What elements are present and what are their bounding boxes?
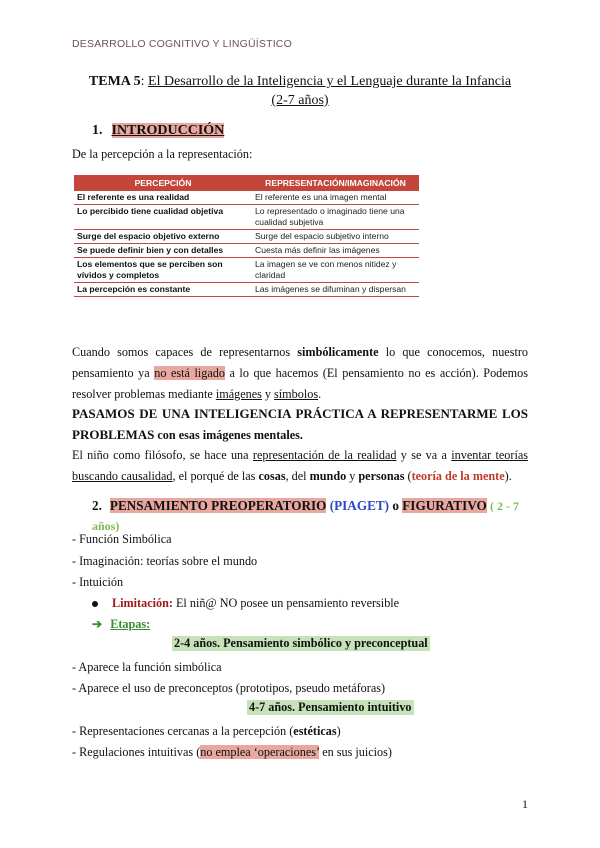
table-row xyxy=(74,205,419,230)
limitation-label: Limitación: xyxy=(112,596,173,610)
title-range: (2-7 años) xyxy=(271,93,329,108)
page-number: 1 xyxy=(522,797,528,811)
paragraph-practical-intelligence xyxy=(72,404,528,445)
title-text: El Desarrollo de la Inteligencia y el Lenguaje durante la Infancia xyxy=(148,74,512,89)
text-run-bold: con esas imágenes mentales. xyxy=(154,427,303,442)
table-cell: Surge del espacio subjetivo interno xyxy=(252,230,419,244)
section1-intro: De la percepción a la representación: xyxy=(72,147,253,161)
table-row xyxy=(74,244,419,258)
list-item xyxy=(72,721,528,742)
arrow-right-icon: ➔ xyxy=(92,617,103,631)
table-cell: La percepción es constante xyxy=(74,283,252,297)
section1-title: INTRODUCCIÓN xyxy=(111,123,225,138)
list-item: - Aparece la función simbólica xyxy=(72,660,222,674)
table-cell: La imagen se ve con menos nitidez y claridad xyxy=(252,258,419,283)
section1-heading xyxy=(92,123,224,139)
list-item xyxy=(72,742,528,763)
text-run: lo que conocemos, nuestro pensamiento ya xyxy=(72,345,528,380)
table-cell: El referente es una imagen mental xyxy=(252,191,419,205)
text-run: , del xyxy=(285,468,310,483)
text-run-bold: mundo xyxy=(309,468,347,483)
highlight-operations: no emplea ‘operaciones’ xyxy=(200,745,320,759)
text-run: ( xyxy=(404,468,412,483)
text-run: , el porqué de las xyxy=(172,468,259,483)
text-run: y xyxy=(261,386,275,401)
text-run-theory-of-mind: teoría de la mente xyxy=(411,468,505,483)
text-run: El niño como filósofo, se hace una xyxy=(72,448,253,462)
text-run-bold: PASAMOS DE UNA INTELIGENCIA PRÁCTICA A REPRESENTARME LOS PROBLEMAS xyxy=(72,406,528,442)
table-header-perception: PERCEPCIÓN xyxy=(74,175,252,191)
section2-number: 2. xyxy=(92,498,102,513)
text-run-bold: cosas xyxy=(258,468,286,483)
stage1-heading: 2-4 años. Pensamiento simbólico y preconceptual xyxy=(174,636,428,650)
document-title xyxy=(74,72,526,110)
table-cell: Lo representado o imaginado tiene una cualidad subjetiva xyxy=(252,205,419,230)
table-row xyxy=(74,258,419,283)
table-header-representation: REPRESENTACIÓN/IMAGINACIÓN xyxy=(252,175,419,191)
stages-label: Etapas: xyxy=(110,617,151,631)
text-run: - Regulaciones intuitivas ( xyxy=(72,745,201,759)
text-run-bold: personas xyxy=(358,468,405,483)
paragraph-symbolic xyxy=(72,342,528,404)
highlight-not-linked: no está ligado xyxy=(154,365,225,380)
text-run-bold: estéticas xyxy=(293,724,337,738)
stages-line xyxy=(92,614,548,635)
text-run: ). xyxy=(504,468,512,483)
text-run-underlined: símbolos xyxy=(274,386,319,401)
text-run: ) xyxy=(336,724,341,738)
text-run: - Representaciones cercanas a la percepción ( xyxy=(72,724,294,738)
text-run: y xyxy=(346,468,359,483)
table-row xyxy=(74,283,419,297)
title-label: TEMA 5 xyxy=(88,74,141,89)
section2-title: PENSAMIENTO PREOPERATORIO xyxy=(109,498,327,513)
list-item: - Intuición xyxy=(72,575,124,589)
limitation-text: El niñ@ NO posee un pensamiento reversible xyxy=(172,596,400,610)
text-run-underlined: inventar teorías buscando causalidad xyxy=(72,448,528,483)
text-run-underlined: imágenes xyxy=(215,386,262,401)
text-run-bold: simbólicamente xyxy=(297,345,379,359)
text-run: o xyxy=(389,498,403,513)
list-item: - Imaginación: teorías sobre el mundo xyxy=(72,554,258,568)
table-cell: El referente es una realidad xyxy=(74,191,252,205)
section2-piaget: (PIAGET) xyxy=(329,498,390,513)
list-item: - Función Simbólica xyxy=(72,532,172,546)
text-run: y se va a xyxy=(396,448,452,462)
title-separator: : xyxy=(140,74,149,89)
table-cell: Las imágenes se difuminan y dispersan xyxy=(252,283,419,297)
table-row xyxy=(74,230,419,244)
running-header: DESARROLLO COGNITIVO Y LINGÜÍSTICO xyxy=(72,38,292,50)
text-run: en sus juicios) xyxy=(319,745,392,759)
section2-age-range: ( 2 - 7 años) xyxy=(92,499,520,533)
text-run: . xyxy=(318,386,322,401)
text-run: a lo que hacemos (El pensamiento no es acción). Podemos resolver problemas mediante xyxy=(72,365,528,401)
section2-figurative: FIGURATIVO xyxy=(402,498,487,513)
table-cell: Se puede definir bien y con detalles xyxy=(74,244,252,258)
table-cell: Surge del espacio objetivo externo xyxy=(74,230,252,244)
paragraph-child-philosopher xyxy=(72,445,528,487)
text-run-underlined: representación de la realidad xyxy=(252,448,397,462)
text-run: Cuando somos capaces de representarnos xyxy=(72,345,298,359)
comparison-table xyxy=(74,175,419,297)
table-cell: Los elementos que se perciben son vívidos y completos xyxy=(74,258,252,283)
table-row xyxy=(74,191,419,205)
stage2-heading: 4-7 años. Pensamiento intuitivo xyxy=(249,700,412,714)
bullet-icon xyxy=(92,601,98,607)
table-cell: Lo percibido tiene cualidad objetiva xyxy=(74,205,252,230)
list-item: - Aparece el uso de preconceptos (prototipos, pseudo metáforas) xyxy=(72,681,386,695)
limitation-line xyxy=(92,593,548,614)
table-cell: Cuesta más definir las imágenes xyxy=(252,244,419,258)
section1-number: 1. xyxy=(92,123,103,138)
